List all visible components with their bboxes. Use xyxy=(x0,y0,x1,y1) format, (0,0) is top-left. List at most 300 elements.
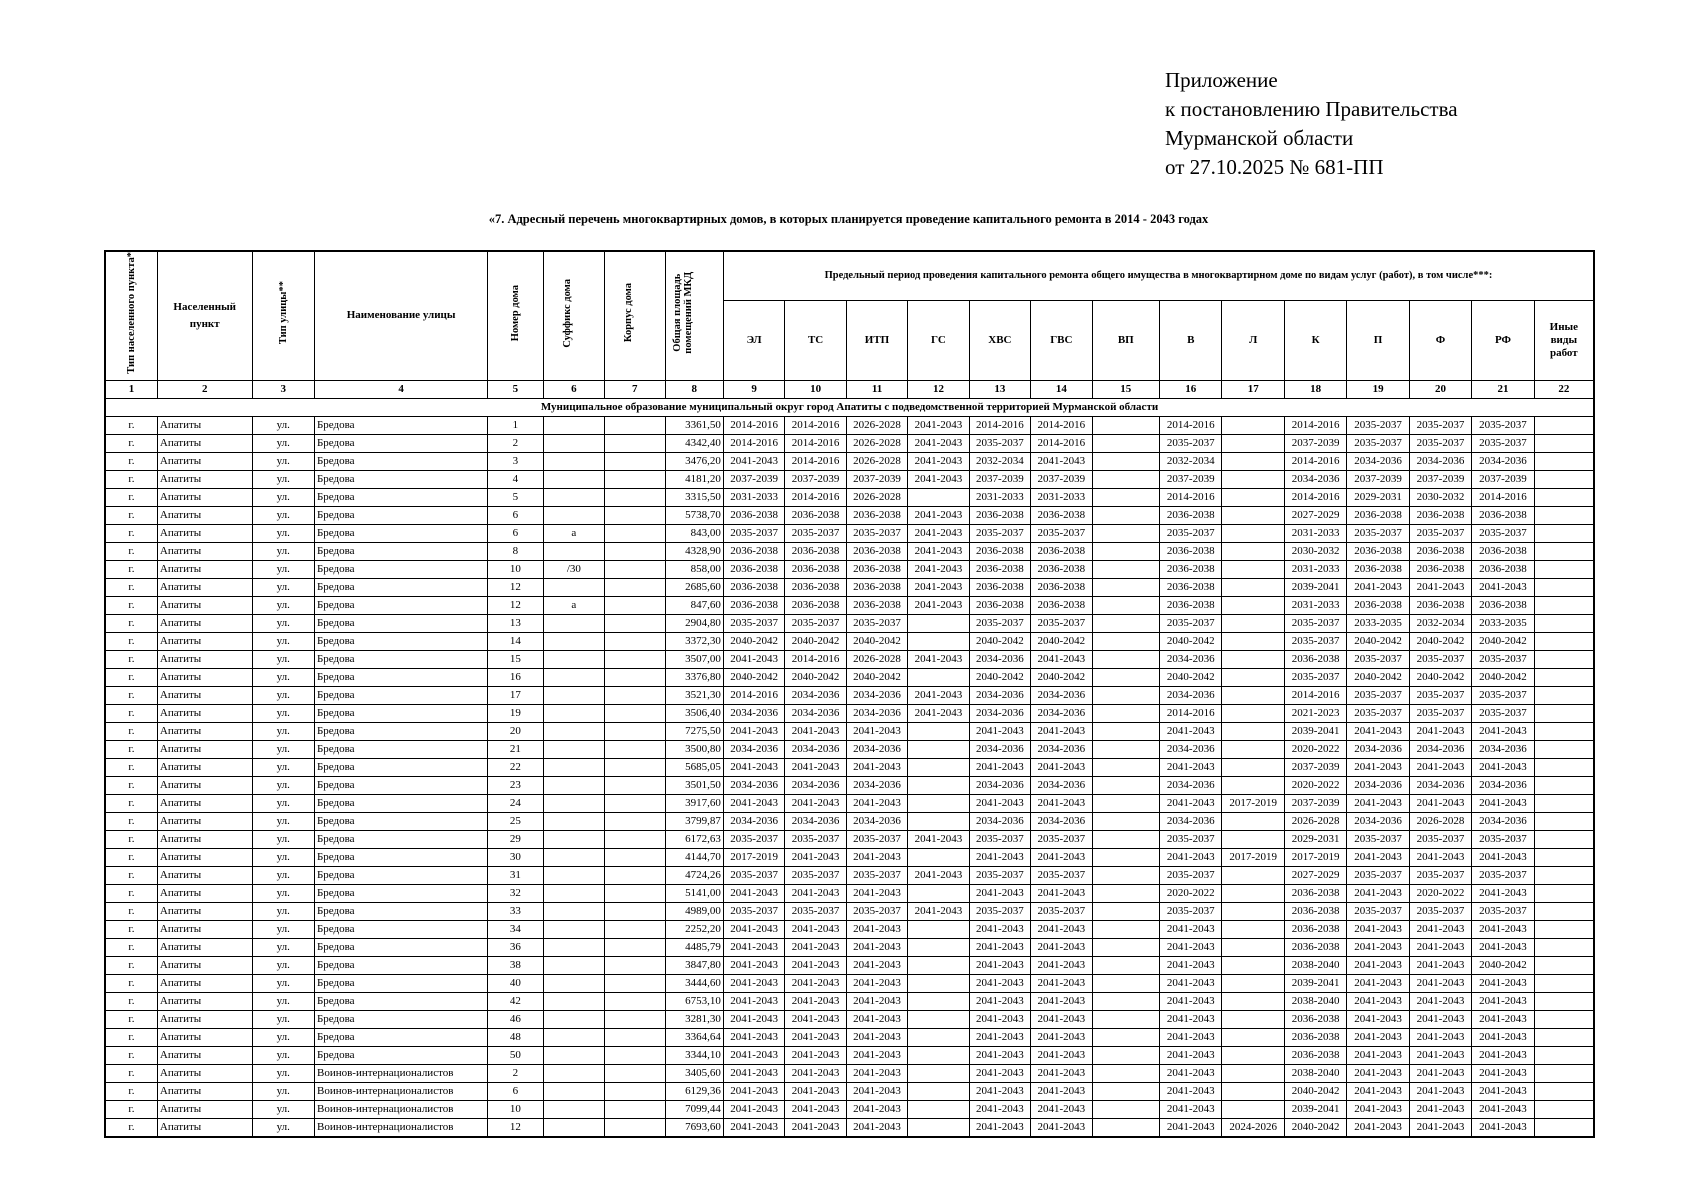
table-cell: Апатиты xyxy=(157,956,252,974)
table-cell: 2041-2043 xyxy=(785,848,846,866)
table-cell: 3376,80 xyxy=(665,668,723,686)
table-cell: 2014-2016 xyxy=(1031,434,1092,452)
table-cell xyxy=(1534,704,1594,722)
table-cell: 2035-2037 xyxy=(1160,830,1222,848)
table-cell: 2041-2043 xyxy=(785,920,846,938)
table-cell: 2034-2036 xyxy=(969,704,1030,722)
table-cell: ул. xyxy=(252,416,314,434)
table-cell: 3344,10 xyxy=(665,1046,723,1064)
table-cell: 2904,80 xyxy=(665,614,723,632)
table-cell: 2041-2043 xyxy=(785,1064,846,1082)
table-cell: 2034-2036 xyxy=(969,650,1030,668)
table-cell xyxy=(1092,794,1159,812)
table-cell: г. xyxy=(105,686,157,704)
table-cell xyxy=(543,1118,604,1137)
table-cell xyxy=(605,452,665,470)
table-cell: ул. xyxy=(252,866,314,884)
table-cell: 2041-2043 xyxy=(846,1028,907,1046)
table-cell: 2020-2022 xyxy=(1284,740,1346,758)
table-cell: 2037-2039 xyxy=(1472,470,1534,488)
table-cell: 2036-2038 xyxy=(1347,560,1409,578)
table-cell: Апатиты xyxy=(157,1118,252,1137)
table-cell: Апатиты xyxy=(157,452,252,470)
table-row xyxy=(105,470,1594,488)
table-cell: 2041-2043 xyxy=(723,1010,784,1028)
table-cell: 2020-2022 xyxy=(1284,776,1346,794)
table-cell: 4989,00 xyxy=(665,902,723,920)
table-cell xyxy=(1092,596,1159,614)
table-cell: Апатиты xyxy=(157,1010,252,1028)
table-cell xyxy=(605,848,665,866)
table-cell: 2041-2043 xyxy=(1160,1010,1222,1028)
table-cell: 2041-2043 xyxy=(1409,578,1471,596)
table-cell: 2035-2037 xyxy=(1347,866,1409,884)
table-row xyxy=(105,1064,1594,1082)
table-cell: г. xyxy=(105,812,157,830)
table-cell: 2038-2040 xyxy=(1284,1064,1346,1082)
table-cell xyxy=(543,866,604,884)
table-cell xyxy=(605,884,665,902)
table-cell xyxy=(1092,560,1159,578)
table-cell: 2041-2043 xyxy=(1031,758,1092,776)
header-settlement-type: Тип населенного пункта* xyxy=(105,251,157,380)
table-cell: 13 xyxy=(488,614,543,632)
table-cell: 2036-2038 xyxy=(969,596,1030,614)
table-cell: 3361,50 xyxy=(665,416,723,434)
table-cell: 2041-2043 xyxy=(1472,1082,1534,1100)
table-cell: 2041-2043 xyxy=(1160,938,1222,956)
column-number: 19 xyxy=(1347,380,1409,398)
table-cell xyxy=(1534,902,1594,920)
table-cell: 2041-2043 xyxy=(846,884,907,902)
table-row xyxy=(105,1046,1594,1064)
table-cell: 2041-2043 xyxy=(785,1028,846,1046)
table-cell xyxy=(1222,488,1284,506)
table-cell: 2034-2036 xyxy=(1409,452,1471,470)
table-cell: 2041-2043 xyxy=(1031,1118,1092,1137)
table-cell: 2041-2043 xyxy=(1031,884,1092,902)
table-cell: 2041-2043 xyxy=(908,560,969,578)
table-cell: 2041-2043 xyxy=(1472,974,1534,992)
column-number: 13 xyxy=(969,380,1030,398)
table-cell xyxy=(908,632,969,650)
table-cell: ул. xyxy=(252,902,314,920)
table-cell: 2034-2036 xyxy=(723,740,784,758)
table-cell: 2041-2043 xyxy=(723,884,784,902)
table-cell: 2041-2043 xyxy=(969,1046,1030,1064)
table-row xyxy=(105,1118,1594,1137)
table-cell xyxy=(1092,776,1159,794)
table-cell: 2035-2037 xyxy=(1031,866,1092,884)
table-cell xyxy=(1092,488,1159,506)
table-cell: г. xyxy=(105,614,157,632)
table-cell: Бредова xyxy=(314,704,487,722)
table-cell: 2020-2022 xyxy=(1409,884,1471,902)
table-cell: 2034-2036 xyxy=(723,704,784,722)
column-number: 5 xyxy=(488,380,543,398)
table-cell: 2041-2043 xyxy=(1409,1028,1471,1046)
table-cell: 50 xyxy=(488,1046,543,1064)
table-cell: 2041-2043 xyxy=(846,992,907,1010)
table-cell: 2041-2043 xyxy=(908,434,969,452)
table-cell: 2037-2039 xyxy=(785,470,846,488)
column-number: 7 xyxy=(605,380,665,398)
table-cell: 2033-2035 xyxy=(1347,614,1409,632)
table-cell: 3315,50 xyxy=(665,488,723,506)
table-cell: Апатиты xyxy=(157,560,252,578)
table-cell: ул. xyxy=(252,506,314,524)
table-cell xyxy=(908,1010,969,1028)
table-cell: г. xyxy=(105,1118,157,1137)
table-cell xyxy=(1092,920,1159,938)
table-cell: 2032-2034 xyxy=(969,452,1030,470)
table-cell: 2041-2043 xyxy=(785,974,846,992)
table-cell: 2041-2043 xyxy=(846,1010,907,1028)
table-cell: 2041-2043 xyxy=(1347,974,1409,992)
table-cell: 12 xyxy=(488,596,543,614)
table-cell xyxy=(1222,614,1284,632)
table-cell: 2040-2042 xyxy=(1284,1082,1346,1100)
table-cell: 2036-2038 xyxy=(1347,542,1409,560)
table-cell: 2041-2043 xyxy=(1409,848,1471,866)
table-cell: 2034-2036 xyxy=(785,740,846,758)
table-cell xyxy=(1092,1064,1159,1082)
table-cell: 2035-2037 xyxy=(1284,632,1346,650)
table-cell: 2041-2043 xyxy=(1409,974,1471,992)
table-cell: 2041-2043 xyxy=(969,920,1030,938)
table-cell: 2041-2043 xyxy=(969,1100,1030,1118)
table-cell: 2035-2037 xyxy=(785,524,846,542)
column-number: 17 xyxy=(1222,380,1284,398)
table-cell: ул. xyxy=(252,740,314,758)
table-cell: 2041-2043 xyxy=(1347,758,1409,776)
table-cell xyxy=(1534,560,1594,578)
table-cell xyxy=(543,1010,604,1028)
table-cell: г. xyxy=(105,866,157,884)
table-cell: 46 xyxy=(488,1010,543,1028)
table-cell: 2041-2043 xyxy=(846,1118,907,1137)
table-cell: 2034-2036 xyxy=(1031,776,1092,794)
table-cell: 7275,50 xyxy=(665,722,723,740)
header-type-l: Л xyxy=(1222,300,1284,380)
table-cell: 2037-2039 xyxy=(1284,794,1346,812)
table-cell xyxy=(543,542,604,560)
table-cell: 2041-2043 xyxy=(1347,794,1409,812)
table-cell: 2035-2037 xyxy=(1031,902,1092,920)
table-cell: 2014-2016 xyxy=(785,434,846,452)
table-cell: 2035-2037 xyxy=(1347,650,1409,668)
table-cell: 2031-2033 xyxy=(1284,524,1346,542)
appendix-line-1: Приложение xyxy=(1165,68,1278,92)
table-cell: 2035-2037 xyxy=(1409,686,1471,704)
table-cell: 5 xyxy=(488,488,543,506)
table-row xyxy=(105,650,1594,668)
table-cell xyxy=(605,758,665,776)
table-cell xyxy=(605,1028,665,1046)
table-cell: Бредова xyxy=(314,542,487,560)
table-cell xyxy=(1092,1082,1159,1100)
table-cell: 2041-2043 xyxy=(785,884,846,902)
table-cell xyxy=(908,992,969,1010)
table-cell: 2036-2038 xyxy=(785,506,846,524)
table-cell: 2035-2037 xyxy=(723,614,784,632)
table-cell xyxy=(1092,812,1159,830)
table-cell: г. xyxy=(105,830,157,848)
table-row xyxy=(105,974,1594,992)
table-cell xyxy=(543,488,604,506)
table-cell: 2034-2036 xyxy=(1472,740,1534,758)
table-cell: 2040-2042 xyxy=(1409,632,1471,650)
table-cell xyxy=(908,1100,969,1118)
table-cell: 2035-2037 xyxy=(1347,524,1409,542)
table-cell: 2041-2043 xyxy=(1472,1046,1534,1064)
table-cell xyxy=(1534,1118,1594,1137)
table-cell: 7693,60 xyxy=(665,1118,723,1137)
table-cell xyxy=(908,812,969,830)
table-cell: 2034-2036 xyxy=(1031,686,1092,704)
table-row xyxy=(105,1100,1594,1118)
header-type-f: Ф xyxy=(1409,300,1471,380)
table-cell xyxy=(1222,560,1284,578)
table-cell: 2026-2028 xyxy=(1409,812,1471,830)
table-cell: Апатиты xyxy=(157,632,252,650)
table-cell: 2041-2043 xyxy=(969,938,1030,956)
table-cell: Апатиты xyxy=(157,470,252,488)
table-cell xyxy=(543,416,604,434)
table-cell: 2041-2043 xyxy=(1347,848,1409,866)
table-cell: 2041-2043 xyxy=(908,416,969,434)
table-cell: ул. xyxy=(252,704,314,722)
table-cell: 2035-2037 xyxy=(1472,686,1534,704)
table-cell: 2035-2037 xyxy=(1409,650,1471,668)
table-cell xyxy=(908,1118,969,1137)
table-cell: 2041-2043 xyxy=(785,1118,846,1137)
table-row xyxy=(105,992,1594,1010)
table-cell: ул. xyxy=(252,668,314,686)
table-cell: 4 xyxy=(488,470,543,488)
table-cell xyxy=(605,1046,665,1064)
table-cell xyxy=(1534,830,1594,848)
table-cell: 2041-2043 xyxy=(908,650,969,668)
table-cell: 2041-2043 xyxy=(1472,884,1534,902)
table-cell: 2041-2043 xyxy=(723,1100,784,1118)
table-cell xyxy=(908,848,969,866)
header-type-gs: ГС xyxy=(908,300,969,380)
table-cell: 2036-2038 xyxy=(785,542,846,560)
region-label: Муниципальное образование муниципальный округ город Апатиты с подведомственной территорией Мурманской области xyxy=(105,398,1594,416)
table-cell: Воинов-интернационалистов xyxy=(314,1118,487,1137)
column-number: 10 xyxy=(785,380,846,398)
table-cell: 2041-2043 xyxy=(1031,1046,1092,1064)
table-cell: Бредова xyxy=(314,560,487,578)
table-cell: 2041-2043 xyxy=(723,974,784,992)
table-cell: 2034-2036 xyxy=(1409,740,1471,758)
table-cell: 2014-2016 xyxy=(1160,704,1222,722)
table-cell: г. xyxy=(105,722,157,740)
table-cell xyxy=(1534,452,1594,470)
table-cell xyxy=(1092,650,1159,668)
table-cell xyxy=(1092,740,1159,758)
header-settlement: Населенный пункт xyxy=(157,251,252,380)
column-number: 6 xyxy=(543,380,604,398)
table-cell xyxy=(1222,902,1284,920)
table-cell: Бредова xyxy=(314,794,487,812)
table-cell: 2041-2043 xyxy=(908,524,969,542)
table-cell: 2041-2043 xyxy=(1409,1082,1471,1100)
table-cell: 858,00 xyxy=(665,560,723,578)
table-cell: 2041-2043 xyxy=(723,938,784,956)
table-cell: 2017-2019 xyxy=(1222,848,1284,866)
table-cell xyxy=(1534,974,1594,992)
table-cell: 4724,26 xyxy=(665,866,723,884)
table-cell: 3 xyxy=(488,452,543,470)
table-cell xyxy=(1092,668,1159,686)
table-cell: 2041-2043 xyxy=(1472,992,1534,1010)
header-type-itp: ИТП xyxy=(846,300,907,380)
header-suffix: Суффикс дома xyxy=(543,251,604,380)
table-cell: 847,60 xyxy=(665,596,723,614)
table-cell xyxy=(1534,434,1594,452)
table-cell: 42 xyxy=(488,992,543,1010)
table-cell: 24 xyxy=(488,794,543,812)
column-number: 22 xyxy=(1534,380,1594,398)
table-cell: г. xyxy=(105,1064,157,1082)
table-cell: 2034-2036 xyxy=(1160,812,1222,830)
table-cell: 2035-2037 xyxy=(1472,650,1534,668)
table-cell: 2036-2038 xyxy=(1472,542,1534,560)
table-cell: 2037-2039 xyxy=(723,470,784,488)
table-cell: 2041-2043 xyxy=(723,920,784,938)
header-type-el: ЭЛ xyxy=(723,300,784,380)
table-cell: 2035-2037 xyxy=(1347,434,1409,452)
table-cell: Бредова xyxy=(314,578,487,596)
header-type-gvs: ГВС xyxy=(1031,300,1092,380)
table-cell: ул. xyxy=(252,1118,314,1137)
table-cell xyxy=(1222,524,1284,542)
table-cell xyxy=(1222,884,1284,902)
table-cell: г. xyxy=(105,920,157,938)
table-cell: г. xyxy=(105,1100,157,1118)
table-cell: 2036-2038 xyxy=(1284,1010,1346,1028)
table-cell: 2041-2043 xyxy=(1472,578,1534,596)
table-cell: 2035-2037 xyxy=(969,524,1030,542)
table-cell: 4328,90 xyxy=(665,542,723,560)
table-cell: Апатиты xyxy=(157,902,252,920)
table-cell: 2034-2036 xyxy=(1031,740,1092,758)
table-cell: 2041-2043 xyxy=(1472,1028,1534,1046)
table-cell: 2040-2042 xyxy=(1472,668,1534,686)
table-cell xyxy=(1222,1028,1284,1046)
table-cell: 2685,60 xyxy=(665,578,723,596)
table-cell: ул. xyxy=(252,452,314,470)
table-cell: 2037-2039 xyxy=(1284,434,1346,452)
column-number: 11 xyxy=(846,380,907,398)
table-cell: 2037-2039 xyxy=(846,470,907,488)
table-cell: 2041-2043 xyxy=(846,956,907,974)
table-cell xyxy=(1534,488,1594,506)
table-cell: Бредова xyxy=(314,434,487,452)
table-cell xyxy=(1534,1046,1594,1064)
table-cell xyxy=(605,560,665,578)
table-cell: 2041-2043 xyxy=(723,1028,784,1046)
table-row xyxy=(105,758,1594,776)
table-cell: 3405,60 xyxy=(665,1064,723,1082)
table-cell xyxy=(1534,1028,1594,1046)
table-cell xyxy=(1222,668,1284,686)
table-cell: 2041-2043 xyxy=(1031,920,1092,938)
table-cell: 2036-2038 xyxy=(1284,884,1346,902)
table-cell xyxy=(605,704,665,722)
table-cell xyxy=(1092,992,1159,1010)
table-cell: г. xyxy=(105,740,157,758)
table-cell: 2041-2043 xyxy=(908,830,969,848)
table-cell: 2036-2038 xyxy=(1160,506,1222,524)
column-number: 18 xyxy=(1284,380,1346,398)
table-cell xyxy=(1222,578,1284,596)
table-cell: 2034-2036 xyxy=(969,686,1030,704)
table-cell: 3476,20 xyxy=(665,452,723,470)
table-cell: г. xyxy=(105,650,157,668)
table-cell: 2026-2028 xyxy=(846,416,907,434)
header-type-k: К xyxy=(1284,300,1346,380)
table-cell: 2014-2016 xyxy=(723,686,784,704)
table-cell: 2036-2038 xyxy=(1284,1046,1346,1064)
table-cell: 2036-2038 xyxy=(969,542,1030,560)
table-cell: 2036-2038 xyxy=(1160,578,1222,596)
table-cell xyxy=(605,830,665,848)
table-cell: 2014-2016 xyxy=(1284,416,1346,434)
table-cell: ул. xyxy=(252,776,314,794)
table-cell xyxy=(543,470,604,488)
table-cell xyxy=(1534,812,1594,830)
header-building: Корпус дома xyxy=(605,251,665,380)
table-cell: 2041-2043 xyxy=(785,1100,846,1118)
table-cell: 2026-2028 xyxy=(1284,812,1346,830)
table-cell: 2041-2043 xyxy=(1160,1046,1222,1064)
table-cell: 2035-2037 xyxy=(1472,704,1534,722)
table-cell: 2041-2043 xyxy=(969,848,1030,866)
table-cell: 14 xyxy=(488,632,543,650)
table-cell: 2017-2019 xyxy=(1284,848,1346,866)
table-cell xyxy=(908,956,969,974)
table-cell xyxy=(1092,452,1159,470)
table-cell: 2041-2043 xyxy=(1031,452,1092,470)
table-cell: 2035-2037 xyxy=(969,830,1030,848)
table-cell xyxy=(1534,524,1594,542)
table-cell: г. xyxy=(105,452,157,470)
table-cell xyxy=(1222,452,1284,470)
table-cell: 2036-2038 xyxy=(1031,542,1092,560)
table-cell xyxy=(1534,1100,1594,1118)
table-cell: ул. xyxy=(252,560,314,578)
table-cell xyxy=(605,776,665,794)
table-cell: 2041-2043 xyxy=(969,884,1030,902)
table-cell: 15 xyxy=(488,650,543,668)
table-cell: 2040-2042 xyxy=(1160,632,1222,650)
table-cell xyxy=(543,704,604,722)
table-cell: 2041-2043 xyxy=(1031,722,1092,740)
table-cell xyxy=(543,578,604,596)
table-cell: Бредова xyxy=(314,776,487,794)
table-cell: Апатиты xyxy=(157,488,252,506)
table-row xyxy=(105,884,1594,902)
table-cell: Апатиты xyxy=(157,614,252,632)
table-cell: 2027-2029 xyxy=(1284,866,1346,884)
table-row xyxy=(105,668,1594,686)
table-cell: ул. xyxy=(252,884,314,902)
table-cell: 2035-2037 xyxy=(1409,866,1471,884)
table-cell: Апатиты xyxy=(157,992,252,1010)
